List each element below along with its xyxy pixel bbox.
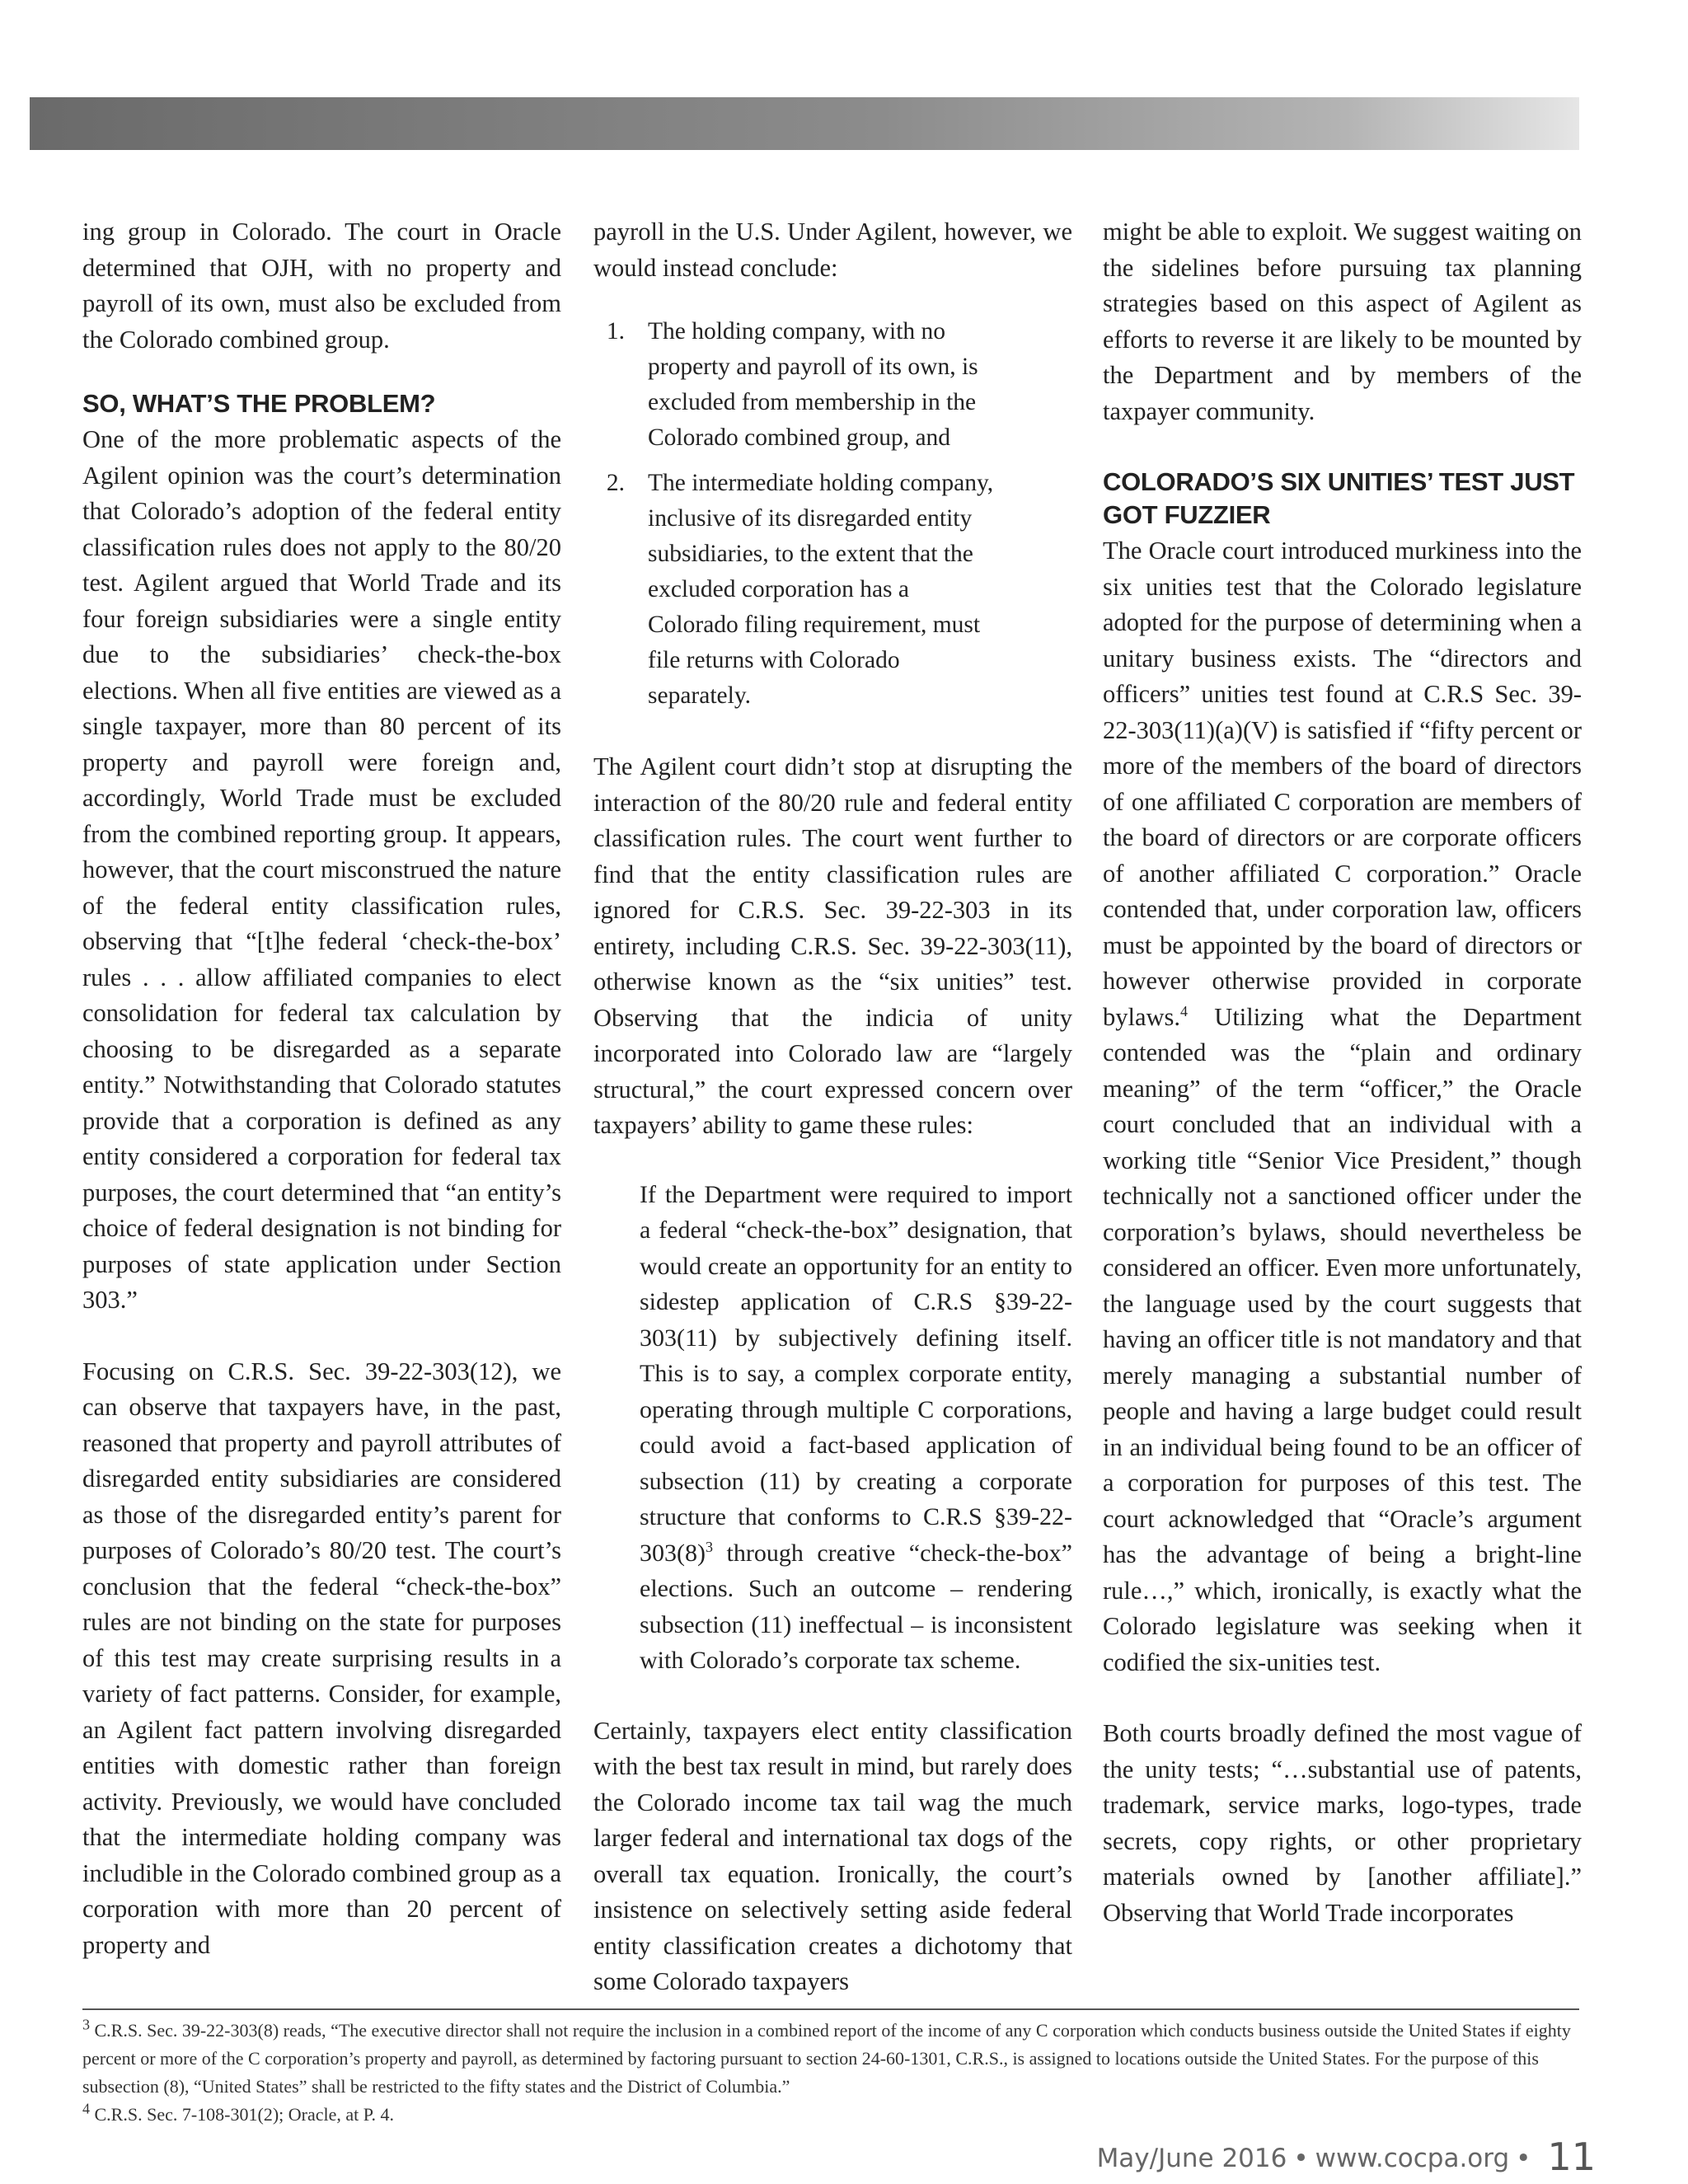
footnote-4 [82,2101,1579,2129]
separator-bullet: • [1293,2144,1309,2173]
footnotes [82,2017,1579,2129]
paragraph: payroll in the U.S. Under Agilent, however, we would instead conclude: [593,218,1072,282]
footnote-text: C.R.S. Sec. 39-22-303(8) reads, “The executive director shall not require the inclusion in a combined report of the income of any C corporation which conducts business outside the United States if eighty percent or more of the C corporation’s property and payroll, as determined by factoring pursuant to section 24-60-1301, C.R.S., is assigned to locations outside the United States. For the purpose of this subsection (8), “United States” shall be restricted to the fifty states and the District of Columbia.” [82,2020,1571,2097]
numbered-list [593,314,1072,714]
issue-date: May/June 2016 [1096,2144,1287,2173]
paragraph-text: Utilizing what the Department contended was the “plain and ordinary meaning” of the term “officer,” the Oracle court concluded that an individual with a working title “Senior Vice President,” though technically not a sanctioned officer under the corporation’s bylaws, should nevertheless be considered an officer. Even more unfortunately, the language used by the court suggests that having an officer title is not mandatory and that merely managing a substantial number of people and having a large budget could result in an individual being found to be an officer of a corporation for purposes of this test. The court acknowledged that “Oracle’s argument has the advantage of being a bright-line rule…,” which, ironically, is exactly what the Colorado legislature was seeking when it codified the six-unities test. [1103,1002,1582,1676]
quote-text: If the Department were required to import a federal “check-the-box” designation, that would create an opportunity for an entity to sidestep application of C.R.S §39-22-303(11) by subjectively defining itself. This is to say, a complex corporate entity, operating through multiple C corporations, could avoid a fact-based application of subsection (11) by creating a corporate structure that conforms to C.R.S §39-22-303(8) [640,1180,1072,1567]
list-item-text: The intermediate holding company, inclusive of its disregarded entity subsidiaries, to the extent that the excluded corporation has a Colorado filing requirement, must file returns with Colorado separately. [648,470,994,709]
paragraph [1103,533,1582,1680]
footnote-text: C.R.S. Sec. 7-108-301(2); Oracle, at P. 4. [90,2104,395,2125]
column-3 [1103,214,1582,1986]
footnote-ref: 3 [705,1538,713,1555]
section-heading: SO, WHAT’S THE PROBLEM? [82,389,436,418]
column-1 [82,214,561,1986]
footnote-divider [82,2008,1579,2010]
list-number: 1. [606,318,625,344]
footnote-ref: 4 [1180,1002,1189,1019]
footnote-mark: 3 [82,2016,90,2033]
list-item-text: The holding company, with no property and payroll of its own, is excluded from membership in the Colorado combined group, and [648,318,978,451]
footnote-3 [82,2017,1579,2101]
paragraph: Both courts broadly defined the most vague of the unity tests; “…substantial use of patents, trademark, service marks, logo-types, trade secrets, copy rights, or other proprietary materials owned by [another affiliate].” Observing that World Trade incorporates [1103,1719,1582,1927]
block-quote [640,1177,1072,1679]
quote-text: through creative “check-the-box” elections. Such an outcome – rendering subsection (11) ineffectual – is inconsistent with Colorado’s corporate tax scheme. [640,1539,1072,1674]
page-footer [1097,2135,1596,2179]
list-item [593,314,1072,456]
separator-bullet: • [1516,2144,1531,2173]
paragraph-text: The Oracle court introduced murkiness into the six unities test that the Colorado legislature adopted for the purpose of determining when a unitary business exists. The “directors and officers” unities test found at C.R.S Sec. 39-22-303(11)(a)(V) is satisfied if “fifty percent or more of the members of the board of directors of one affiliated C corporation are members of the board of directors or are corporate officers of another affiliated C corporation.” Oracle contended that, under corporation law, officers must be appointed by the board of directors or however otherwise provided in corporate bylaws. [1103,537,1582,1031]
section-heading: COLORADO’S SIX UNITIES’ TEST JUST GOT FUZZIER [1103,467,1575,529]
list-number: 2. [606,470,625,496]
column-2 [593,214,1072,1995]
paragraph: might be able to exploit. We suggest waiting on the sidelines before pursuing tax planning strategies based on this aspect of Agilent as efforts to reverse it are likely to be mounted by the Department and by members of the taxpayer community. [1103,218,1582,425]
paragraph: Focusing on C.R.S. Sec. 39-22-303(12), we can observe that taxpayers have, in the past, reasoned that property and payroll attributes of disregarded entity subsidiaries are considered as those of the disregarded entity’s parent for purposes of Colorado’s 80/20 test. The court’s conclusion that the federal “check-the-box” rules are not binding on the state for purposes of this test may create surprising results in a variety of fact patterns. Consider, for example, an Agilent fact pattern involving disregarded entities with domestic rather than foreign activity. Previously, we would have concluded that the intermediate holding company was includible in the Colorado combined group as a corporation with more than 20 percent of property and [82,1357,561,1959]
paragraph: The Agilent court didn’t stop at disrupting the interaction of the 80/20 rule and federal entity classification rules. The court went further to find that the entity classification rules are ignored for C.R.S. Sec. 39-22-303 in its entirety, including C.R.S. Sec. 39-22-303(11), otherwise known as the “six unities” test. Observing that the indicia of unity incorporated into Colorado law are “largely structural,” the court expressed concern over taxpayers’ ability to game these rules: [593,752,1072,1139]
footnote-mark: 4 [82,2100,90,2117]
website-link[interactable]: www.cocpa.org [1315,2144,1510,2173]
paragraph: Certainly, taxpayers elect entity classification with the best tax result in mind, but rarely does the Colorado income tax tail wag the much larger federal and international tax dogs of the overall tax equation. Ironically, the court’s insistence on selectively setting aside federal entity classification creates a dichotomy that some Colorado taxpayers [593,1716,1072,1995]
page-number: 11 [1547,2135,1596,2179]
paragraph: One of the more problematic aspects of the Agilent opinion was the court’s determination that Colorado’s adoption of the federal entity classification rules does not apply to the 80/20 test. Agilent argued that World Trade and its four foreign subsidiaries were a single entity due to the subsidiaries’ check-the-box elections. When all five entities are viewed as a single taxpayer, more than 80 percent of its property and payroll were foreign and, accordingly, World Trade must be excluded from the combined reporting group. It appears, however, that the court misconstrued the nature of the federal entity classification rules, observing that “[t]he federal ‘check-the-box’ rules . . . allow affiliated companies to elect consolidation for federal tax calculation by choosing to be disregarded as a separate entity.” Notwithstanding that Colorado statutes provide that a corporation is defined as any entity considered a corporation for federal tax purposes, the court determined that “an entity’s choice of federal designation is not binding for purposes of state application under Section 303.” [82,425,561,1314]
paragraph: ing group in Colorado. The court in Oracle determined that OJH, with no property and payroll of its own, must also be excluded from the Colorado combined group. [82,218,561,354]
header-bar [30,97,1579,150]
list-item [593,466,1072,714]
